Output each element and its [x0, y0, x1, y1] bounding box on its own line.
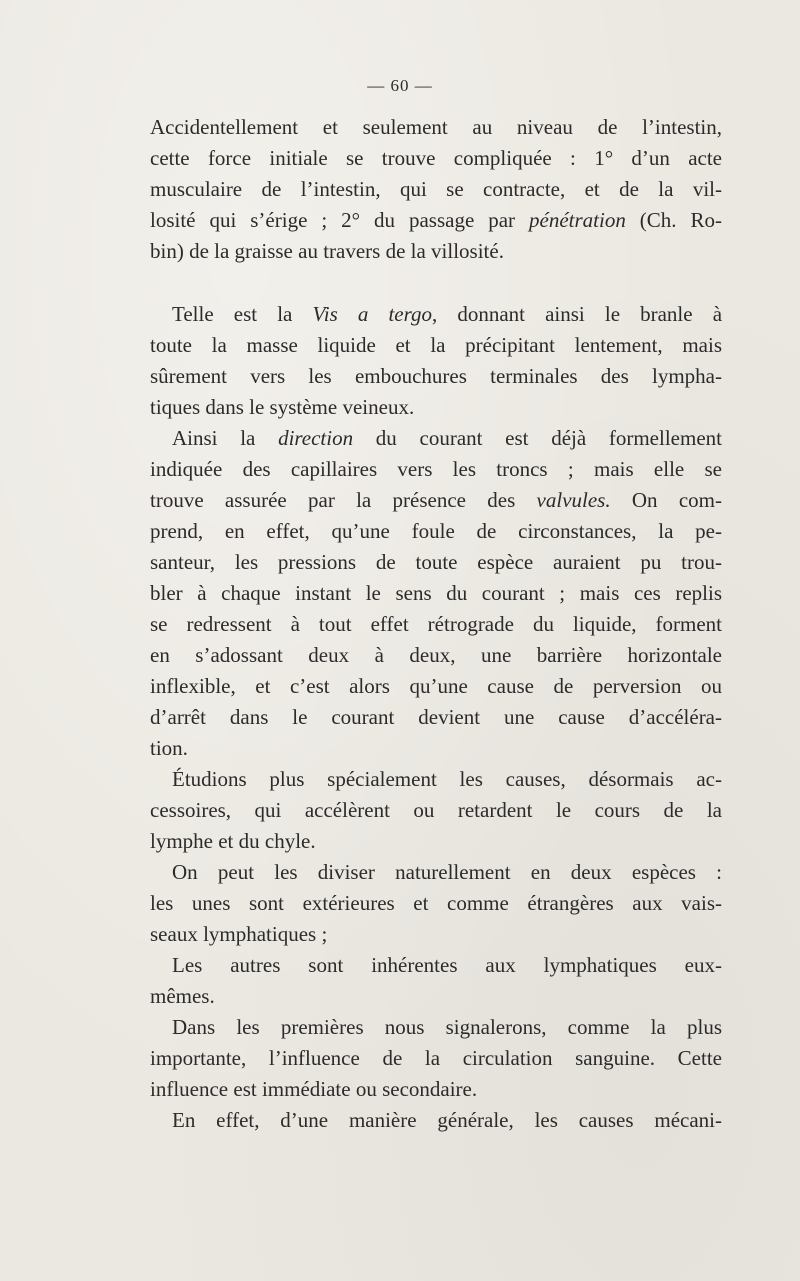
paragraph-gap: [150, 267, 722, 299]
text-line-with-italic: losité qui s’érige ; 2° du passage par pénétration (Ch. Ro-: [150, 208, 722, 232]
text-line: En effet, d’une manière générale, les causes mécani-: [172, 1108, 722, 1132]
italic-phrase: Vis a tergo: [312, 302, 432, 326]
text-line: Étudions plus spécialement les causes, désormais ac-: [172, 767, 722, 791]
text-line: seaux lymphatiques ;: [150, 922, 328, 946]
text-line: mêmes.: [150, 984, 215, 1008]
text-line: tiques dans le système veineux.: [150, 395, 415, 419]
text-line: santeur, les pressions de toute espèce auraient pu trou-: [150, 550, 722, 574]
text-line: Dans les premières nous signalerons, comme la plus: [172, 1015, 722, 1039]
italic-phrase: direction: [278, 426, 354, 450]
body-text: [150, 112, 722, 1136]
text-line: en s’adossant deux à deux, une barrière horizontale: [150, 643, 722, 667]
page-number: — 60 —: [367, 76, 433, 95]
text-line: toute la masse liquide et la précipitant lentement, mais: [150, 333, 722, 357]
text-line: lymphe et du chyle.: [150, 829, 316, 853]
text-line: bin) de la graisse au travers de la villosité.: [150, 239, 504, 263]
text-line: les unes sont extérieures et comme étrangères aux vais-: [150, 891, 722, 915]
text-line: On peut les diviser naturellement en deux espèces :: [172, 860, 722, 884]
text-line: influence est immédiate ou secondaire.: [150, 1077, 478, 1101]
text-line: cette force initiale se trouve compliquée : 1° d’un acte: [150, 146, 722, 170]
text-line: prend, en effet, qu’une foule de circonstances, la pe-: [150, 519, 722, 543]
text-line: Les autres sont inhérentes aux lymphatiques eux-: [172, 953, 722, 977]
text-line-with-italic: Ainsi la direction du courant est déjà formellement: [172, 426, 722, 450]
text-line: importante, l’influence de la circulation sanguine. Cette: [150, 1046, 722, 1070]
text-line: bler à chaque instant le sens du courant ; mais ces replis: [150, 581, 722, 605]
text-line: sûrement vers les embouchures terminales des lympha-: [150, 364, 722, 388]
text-line-with-italic: Telle est la Vis a tergo, donnant ainsi le branle à: [172, 302, 723, 326]
text-line: se redressent à tout effet rétrograde du liquide, forment: [150, 612, 722, 636]
text-line: tion.: [150, 736, 188, 760]
text-line: cessoires, qui accélèrent ou retardent le cours de la: [150, 798, 722, 822]
text-line: indiquée des capillaires vers les troncs ; mais elle se: [150, 457, 722, 481]
text-line: d’arrêt dans le courant devient une cause d’accéléra-: [150, 705, 722, 729]
text-line: Accidentellement et seulement au niveau de l’intestin,: [150, 115, 722, 139]
text-line: inflexible, et c’est alors qu’une cause de perversion ou: [150, 674, 722, 698]
italic-phrase: valvules.: [536, 488, 611, 512]
text-line: musculaire de l’intestin, qui se contracte, et de la vil-: [150, 177, 722, 201]
italic-phrase: pénétration: [529, 208, 626, 232]
text-line-with-italic: trouve assurée par la présence des valvules. On com-: [150, 488, 722, 512]
